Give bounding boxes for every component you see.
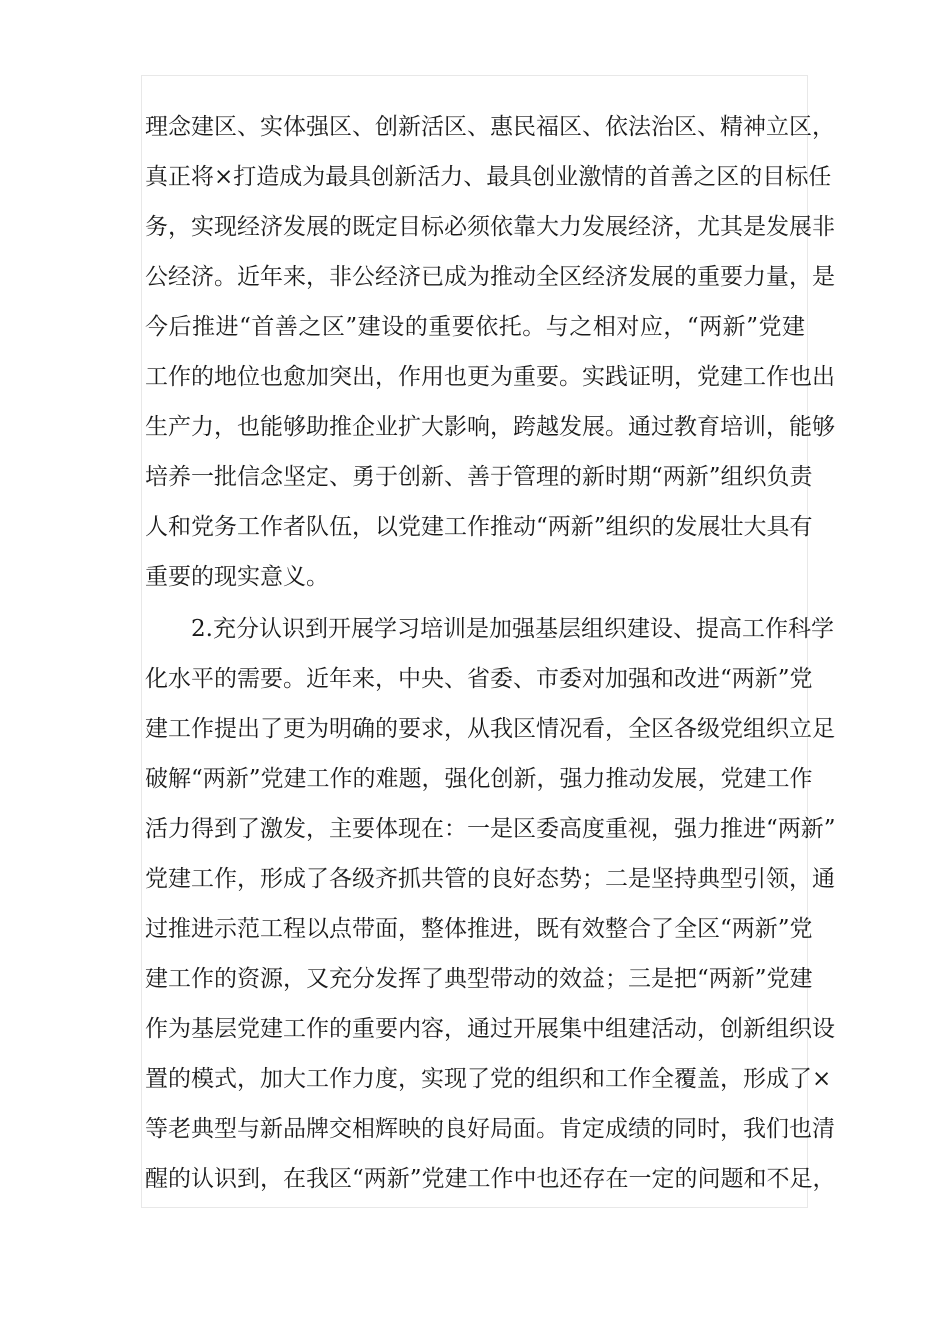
text-line: 今后推进“首善之区”建设的重要依托。与之相对应，“两新”党建	[145, 314, 805, 340]
text-line: 活力得到了激发，主要体现在：一是区委高度重视，强力推进“两新”	[145, 816, 836, 842]
text-line: 工作的地位也愈加突出，作用也更为重要。实践证明，党建工作也出	[145, 364, 835, 390]
text-line: 人和党务工作者队伍，以党建工作推动“两新”组织的发展壮大具有	[145, 514, 813, 540]
text-line: 党建工作，形成了各级齐抓共管的良好态势；二是坚持典型引领，通	[145, 866, 835, 892]
text-line: 破解“两新”党建工作的难题，强化创新，强力推动发展，党建工作	[145, 766, 813, 792]
text-line: 真正将×打造成为最具创新活力、最具创业激情的首善之区的目标任	[145, 164, 832, 190]
text-line: 置的模式，加大工作力度，实现了党的组织和工作全覆盖，形成了×	[145, 1066, 832, 1092]
text-line: 培养一批信念坚定、勇于创新、善于管理的新时期“两新”组织负责	[145, 464, 813, 490]
text-line: 醒的认识到，在我区“两新”党建工作中也还存在一定的问题和不足，	[145, 1166, 836, 1192]
text-line: 化水平的需要。近年来，中央、省委、市委对加强和改进“两新”党	[145, 666, 813, 692]
text-line: 作为基层党建工作的重要内容，通过开展集中组建活动，创新组织设	[145, 1016, 835, 1042]
text-line: 理念建区、实体强区、创新活区、惠民福区、依法治区、精神立区，	[145, 114, 835, 140]
text-line: 务，实现经济发展的既定目标必须依靠大力发展经济，尤其是发展非	[145, 214, 835, 240]
text-line: 过推进示范工程以点带面，整体推进，既有效整合了全区“两新”党	[145, 916, 813, 942]
text-line: 生产力，也能够助推企业扩大影响，跨越发展。通过教育培训，能够	[145, 414, 835, 440]
text-line: 公经济。近年来，非公经济已成为推动全区经济发展的重要力量，是	[145, 264, 835, 290]
text-line: 重要的现实意义。	[145, 564, 329, 590]
text-line: 2.充分认识到开展学习培训是加强基层组织建设、提高工作科学	[145, 616, 834, 642]
text-line: 建工作的资源，又充分发挥了典型带动的效益；三是把“两新”党建	[145, 966, 813, 992]
text-line: 建工作提出了更为明确的要求，从我区情况看，全区各级党组织立足	[145, 716, 835, 742]
text-line: 等老典型与新品牌交相辉映的良好局面。肯定成绩的同时，我们也清	[145, 1116, 835, 1142]
